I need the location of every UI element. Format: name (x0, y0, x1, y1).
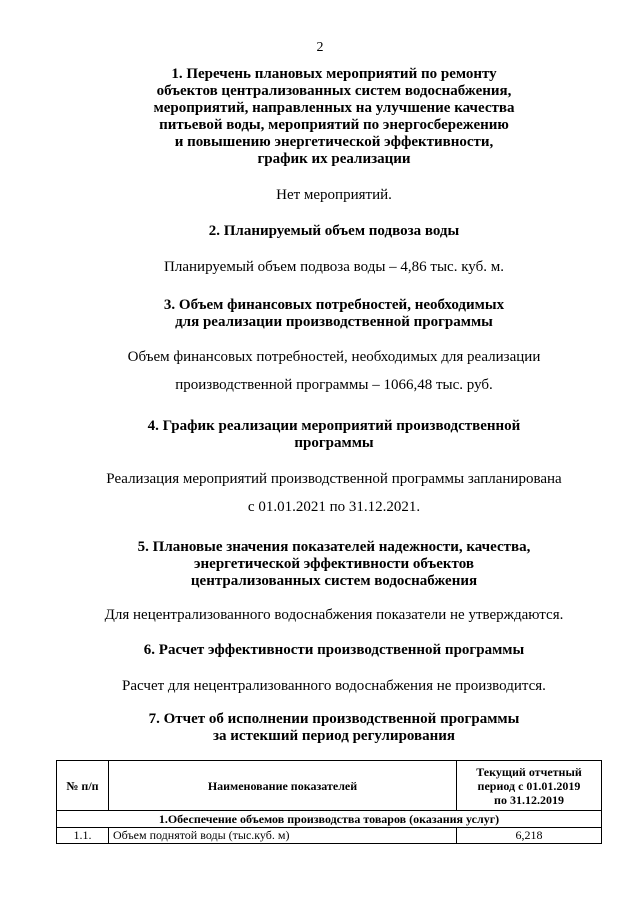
body-line: Нет мероприятий. (276, 187, 392, 203)
table-row (57, 828, 602, 844)
section-5-heading (80, 539, 588, 590)
body-line: с 01.01.2021 по 31.12.2021. (247, 499, 421, 515)
body-line: Объем финансовых потребностей, необходимых для реализации (127, 349, 541, 365)
page-number: 2 (316, 40, 324, 55)
section-6-body (40, 677, 628, 695)
heading-line: и повышению энергетической эффективности, (174, 134, 494, 150)
header-period-line: по 31.12.2019 (494, 792, 564, 807)
heading-line: график их реализации (257, 151, 411, 167)
section-7-heading (80, 711, 588, 745)
heading-line: за истекший период регулирования (212, 728, 456, 744)
section-4-body (40, 470, 628, 516)
body-line: Расчет для нецентрализованного водоснабжения не производится. (122, 678, 546, 694)
section-3-body (40, 348, 628, 394)
heading-line: объектов централизованных систем водоснабжения, (156, 83, 512, 99)
section-6-heading (80, 642, 588, 659)
heading-line: питьевой воды, мероприятий по энергосбережению (159, 117, 509, 133)
section-4-heading (80, 418, 588, 452)
heading-line: централизованных систем водоснабжения (190, 573, 478, 589)
section-3-heading (80, 297, 588, 331)
header-num: № п/п (57, 761, 109, 811)
heading-line: программы (294, 435, 374, 451)
header-period (457, 761, 602, 811)
report-table (56, 760, 602, 844)
heading-line: 2. Планируемый объем подвоза воды (208, 223, 460, 239)
section-1-heading (80, 66, 588, 168)
heading-line: мероприятий, направленных на улучшение качества (153, 100, 515, 116)
row-num: 1.1. (57, 828, 109, 844)
row-name: Объем поднятой воды (тыс.куб. м) (109, 828, 457, 844)
body-line: производственной программы – 1066,48 тыс. руб. (175, 377, 493, 393)
heading-line: 5. Плановые значения показателей надежности, качества, (137, 539, 531, 555)
section-row-label: 1.Обеспечение объемов производства товаров (оказания услуг) (57, 811, 602, 828)
heading-line: 4. График реализации мероприятий производственной (147, 418, 521, 434)
heading-line: 7. Отчет об исполнении производственной программы (148, 711, 520, 727)
section-1-body (40, 186, 628, 204)
section-2-body (40, 258, 628, 276)
body-line: Реализация мероприятий производственной программы запланирована (106, 471, 562, 487)
row-value: 6,218 (457, 828, 602, 844)
body-line: Для нецентрализованного водоснабжения показатели не утверждаются. (104, 607, 564, 623)
heading-line: 1. Перечень плановых мероприятий по ремонту (171, 66, 497, 82)
section-2-heading (80, 223, 588, 240)
heading-line: 6. Расчет эффективности производственной программы (143, 642, 525, 658)
section-5-body (40, 606, 628, 624)
table-section-row (57, 811, 602, 828)
header-period-line: период с 01.01.2019 (477, 778, 581, 793)
heading-line: 3. Объем финансовых потребностей, необходимых (163, 297, 505, 313)
table-header-row (57, 761, 602, 811)
heading-line: энергетической эффективности объектов (194, 556, 474, 572)
body-line: Планируемый объем подвоза воды – 4,86 тыс. куб. м. (164, 259, 504, 275)
heading-line: для реализации производственной программы (175, 314, 493, 330)
header-period-line: Текущий отчетный (476, 764, 582, 779)
header-name: Наименование показателей (109, 761, 457, 811)
